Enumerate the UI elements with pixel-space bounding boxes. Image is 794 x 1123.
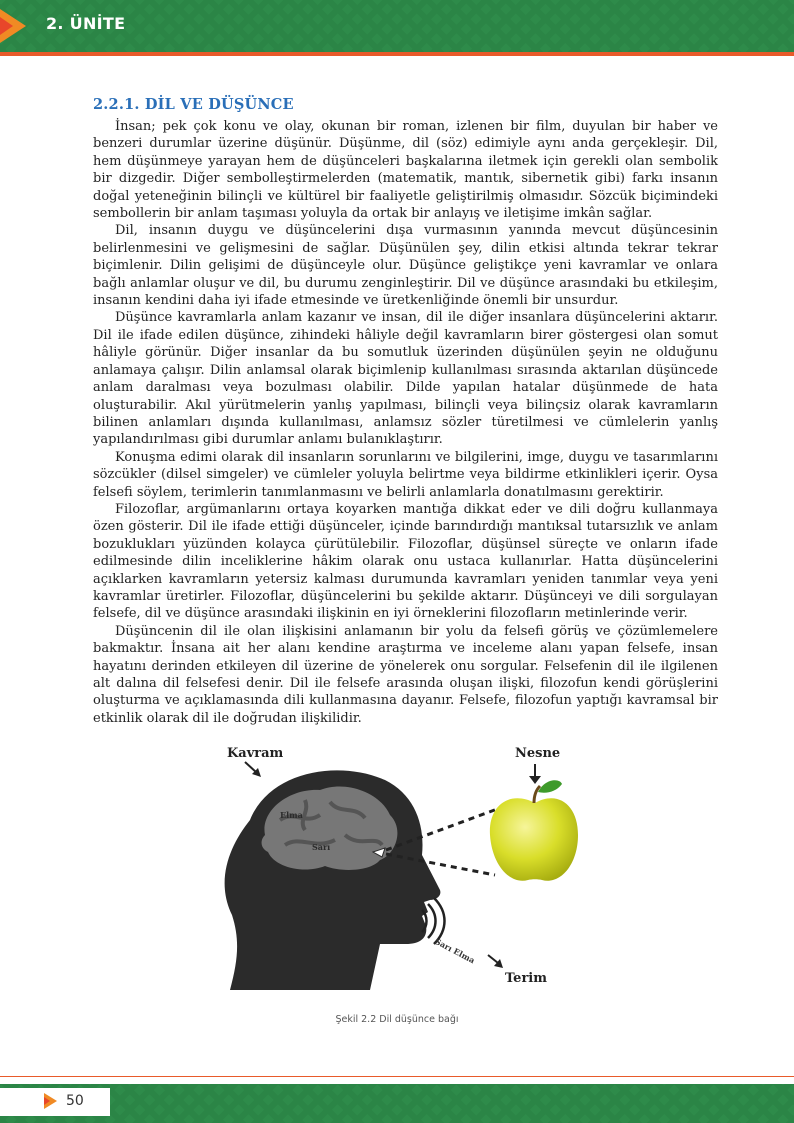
footer-line <box>0 1076 794 1077</box>
label-term: Terim <box>505 971 547 986</box>
body-text <box>93 118 718 727</box>
paragraph: Düşüncenin dil ile olan ilişkisini anlamanın bir yolu da felsefi görüş ve çözümlemelere bakmaktır. İnsana ait her alanı kendine araştırma ve inceleme alanı yapan felsefe, insan hayatını derinden etkileyen dil üzerine de yönelerek onu sorgular. Felsefenin dil ile ilgilenen alt dalına dil felsefesi denir. Dil ile felsefe arasında oluşan ilişki, filozofun kendi görüşlerini oluşturma ve açıklamasında dili kullanmasına dayanır. Felsefe, filozofun yaptığı kavramsal bir etkinlik olarak dil ile doğrudan ilişkilidir. <box>93 623 718 726</box>
paragraph: Konuşma edimi olarak dil insanların sorunlarını ve bilgilerini, imge, duygu ve tasarımlarını sözcükler (dilsel simgeler) ve cümleler yoluyla belirtme veya bildirme etkinlikleri içerir. Oysa felsefi söylem, terimlerin tanımlanmasını ve belirli anlamlarla donatılmasını gerektirir. <box>93 449 718 500</box>
language-thought-figure <box>210 740 590 1000</box>
apple-stem <box>534 786 540 803</box>
header-stripe <box>0 52 794 56</box>
footer-pattern <box>0 1084 794 1123</box>
object-arrow-head <box>529 776 541 784</box>
paragraph: Dil, insanın duygu ve düşüncelerini dışa vurmasının yanında mevcut düşüncesinin belirlenmesini ve gelişmesini de sağlar. Düşünülen şey, dilin etkisi altında tekrar tekrar biçimlenir. Dilin gelişimi de düşünceyle olur. Düşünce geliştikçe yeni kavramlar ve onlara bağlı anlamlar oluşur ve dil, bu durumu zenginleştirir. Dil ve düşünce arasındaki bu etkileşim, insanın kendini daha iyi ifade etmesinde ve üretkenliğinde önemli bir unsurdur. <box>93 223 718 309</box>
figure-illustration <box>210 740 590 1000</box>
section-title: 2.2.1. DİL VE DÜŞÜNCE <box>93 96 294 113</box>
label-concept: Kavram <box>227 746 284 761</box>
label-object: Nesne <box>515 746 561 761</box>
header-arrow-inner-icon <box>0 17 13 35</box>
speech-text: Sarı Elma <box>433 936 477 966</box>
paragraph: Filozoflar, argümanlarını ortaya koyarken mantığa dikkat eder ve dili doğru kullanmaya özen gösterir. Dil ile ifade ettiği düşünceler, içinde barındırdığı mantıksal tutarsızlık ve anlam bozuklukları yüzünden kolayca çürütülebilir. Filozoflar, düşünsel süreçte ve onların ifade edilmesinde dilin inceliklerine hâkim olarak onu ustaca kullanırlar. Hatta düşüncelerini açıklarken kavramların yetersiz kalması durumunda kavramları yeniden tanımlar veya yeni kavramlar üretirler. Filozoflar, düşüncelerini bu şekilde aktarır. Düşünceyi ve dili sorgulayan felsefe, dil ve düşünce arasındaki ilişkinin en iyi örneklerini filozofların metinlerinde verir. <box>93 501 718 622</box>
unit-title: 2. ÜNİTE <box>46 14 126 33</box>
brain-word-yellow: Sarı <box>312 842 331 852</box>
page-number: 50 <box>66 1093 84 1109</box>
apple-icon <box>490 798 578 880</box>
apple-leaf <box>538 780 562 793</box>
paragraph: İnsan; pek çok konu ve olay, okunan bir roman, izlenen bir film, duyulan bir haber ve benzeri durumlar üzerine düşünür. Düşünme, dil (söz) edimiyle aynı anda gerçekleşir. Dil, hem düşünmeye yarayan hem de düşünceleri başkalarına iletmek için gerekli olan sembolik bir dizgedir. Diğer sembolleştirmelerden (matematik, mantık, sibernetik gibi) farkı insanın doğal yeteneğinin bilinçli ve kültürel bir faaliyetle geliştirilmiş olmasıdır. Sözcük biçimindeki sembollerin bir anlam taşıması yoluyla da ortak bir anlayış ve iletişime imkân sağlar. <box>93 119 718 222</box>
paragraph: Düşünce kavramlarla anlam kazanır ve insan, dil ile diğer insanlara düşüncelerini aktarır. Dil ile ifade edilen düşünce, zihindeki hâliyle değil kavramların birer göstergesi olan somut hâliyle görünür. Diğer insanlar da bu somutluk üzerinden düşünülen şeyin ne olduğunu anlamaya çalışır. Dilin anlamsal olarak biçimlenip kullanılması sırasında aktarılan düşüncede anlam daralması veya bozulması olabilir. Dilde yapılan hatalar düşünmede de hata oluşturabilir. Akıl yürütmelerin yanlış yapılması, bilinçli veya bilinçsiz olarak kavramların bilinen anlamları dışında kullanılması, anlamsız sözler türetilmesi ve cümlelerin yanlış yapılandırılması gibi durumlar anlamı bulanıklaştırır. <box>93 310 718 448</box>
figure-caption: Şekil 2.2 Dil düşünce bağı <box>335 1014 459 1025</box>
footer-arrow-inner-icon <box>44 1097 50 1105</box>
brain-word-apple: Elma <box>280 810 303 820</box>
concept-arrow <box>245 762 256 772</box>
term-arrow <box>488 955 498 963</box>
